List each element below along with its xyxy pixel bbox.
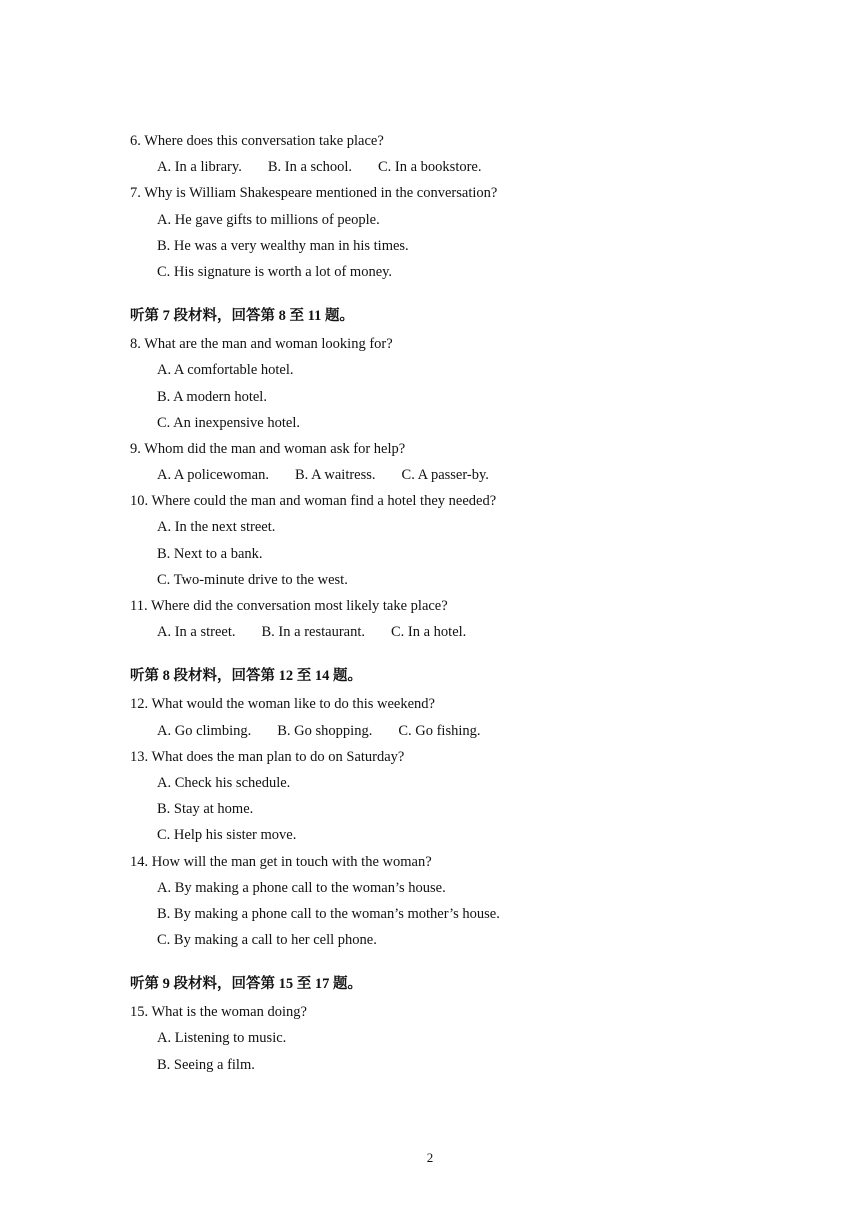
option-c: C. Go fishing.: [398, 722, 481, 739]
option-b: B. A modern hotel.: [157, 388, 267, 405]
option-c: C. In a hotel.: [391, 624, 467, 641]
option-a: A. Check his schedule.: [157, 774, 291, 791]
option-a: A. Go climbing.: [157, 722, 252, 739]
option-b: B. In a school.: [267, 159, 352, 176]
question-12: 12. What would the woman like to do this weekend?: [130, 696, 435, 713]
page-content: [130, 128, 770, 1078]
option-b: B. A waitress.: [294, 467, 376, 484]
option-b: B. By making a phone call to the woman’s mother’s house.: [157, 905, 500, 922]
question-14: 14. How will the man get in touch with the woman?: [130, 853, 432, 870]
option-a: A. In the next street.: [157, 519, 276, 536]
option-c: C. An inexpensive hotel.: [157, 414, 300, 431]
question-8: 8. What are the man and woman looking for?: [130, 336, 393, 353]
section-heading-8: 听第 8 段材料，回答第 12 至 14 题。: [130, 668, 362, 685]
option-a: A. A policewoman.: [157, 467, 269, 484]
option-b: B. Stay at home.: [157, 801, 254, 818]
option-c: C. Help his sister move.: [157, 827, 297, 844]
option-b: B. In a restaurant.: [261, 624, 365, 641]
section-heading-7: 听第 7 段材料，回答第 8 至 11 题。: [130, 308, 354, 325]
question-9: 9. Whom did the man and woman ask for help?: [130, 440, 406, 457]
option-a: A. Listening to music.: [157, 1030, 287, 1047]
option-a: A. He gave gifts to millions of people.: [157, 211, 380, 228]
option-b: B. Next to a bank.: [157, 545, 263, 562]
option-a: A. By making a phone call to the woman’s house.: [157, 879, 446, 896]
question-6: 6. Where does this conversation take place?: [130, 133, 384, 149]
page-number: 2: [426, 1150, 434, 1165]
question-12-options: [130, 718, 770, 744]
question-7: 7. Why is William Shakespeare mentioned in the conversation?: [130, 185, 498, 202]
option-c: C. In a bookstore.: [378, 159, 482, 176]
question-11: 11. Where did the conversation most likely take place?: [130, 598, 448, 614]
option-b: B. Seeing a film.: [157, 1056, 255, 1073]
question-15: 15. What is the woman doing?: [130, 1004, 307, 1021]
question-6-options: [130, 154, 770, 180]
question-10: 10. Where could the man and woman find a hotel they needed?: [130, 493, 497, 510]
option-c: C. Two-minute drive to the west.: [157, 571, 348, 588]
question-13: 13. What does the man plan to do on Saturday?: [130, 748, 405, 765]
question-9-options: [130, 462, 770, 488]
section-heading-9: 听第 9 段材料，回答第 15 至 17 题。: [130, 976, 362, 993]
option-a: A. In a library.: [157, 159, 242, 176]
option-c: C. His signature is worth a lot of money.: [157, 263, 393, 280]
option-a: A. In a street.: [157, 624, 236, 641]
question-11-options: [130, 619, 770, 645]
option-a: A. A comfortable hotel.: [157, 362, 294, 379]
option-c: C. A passer-by.: [401, 467, 489, 484]
option-b: B. He was a very wealthy man in his times.: [157, 237, 409, 254]
option-b: B. Go shopping.: [277, 722, 373, 739]
option-c: C. By making a call to her cell phone.: [157, 932, 377, 949]
